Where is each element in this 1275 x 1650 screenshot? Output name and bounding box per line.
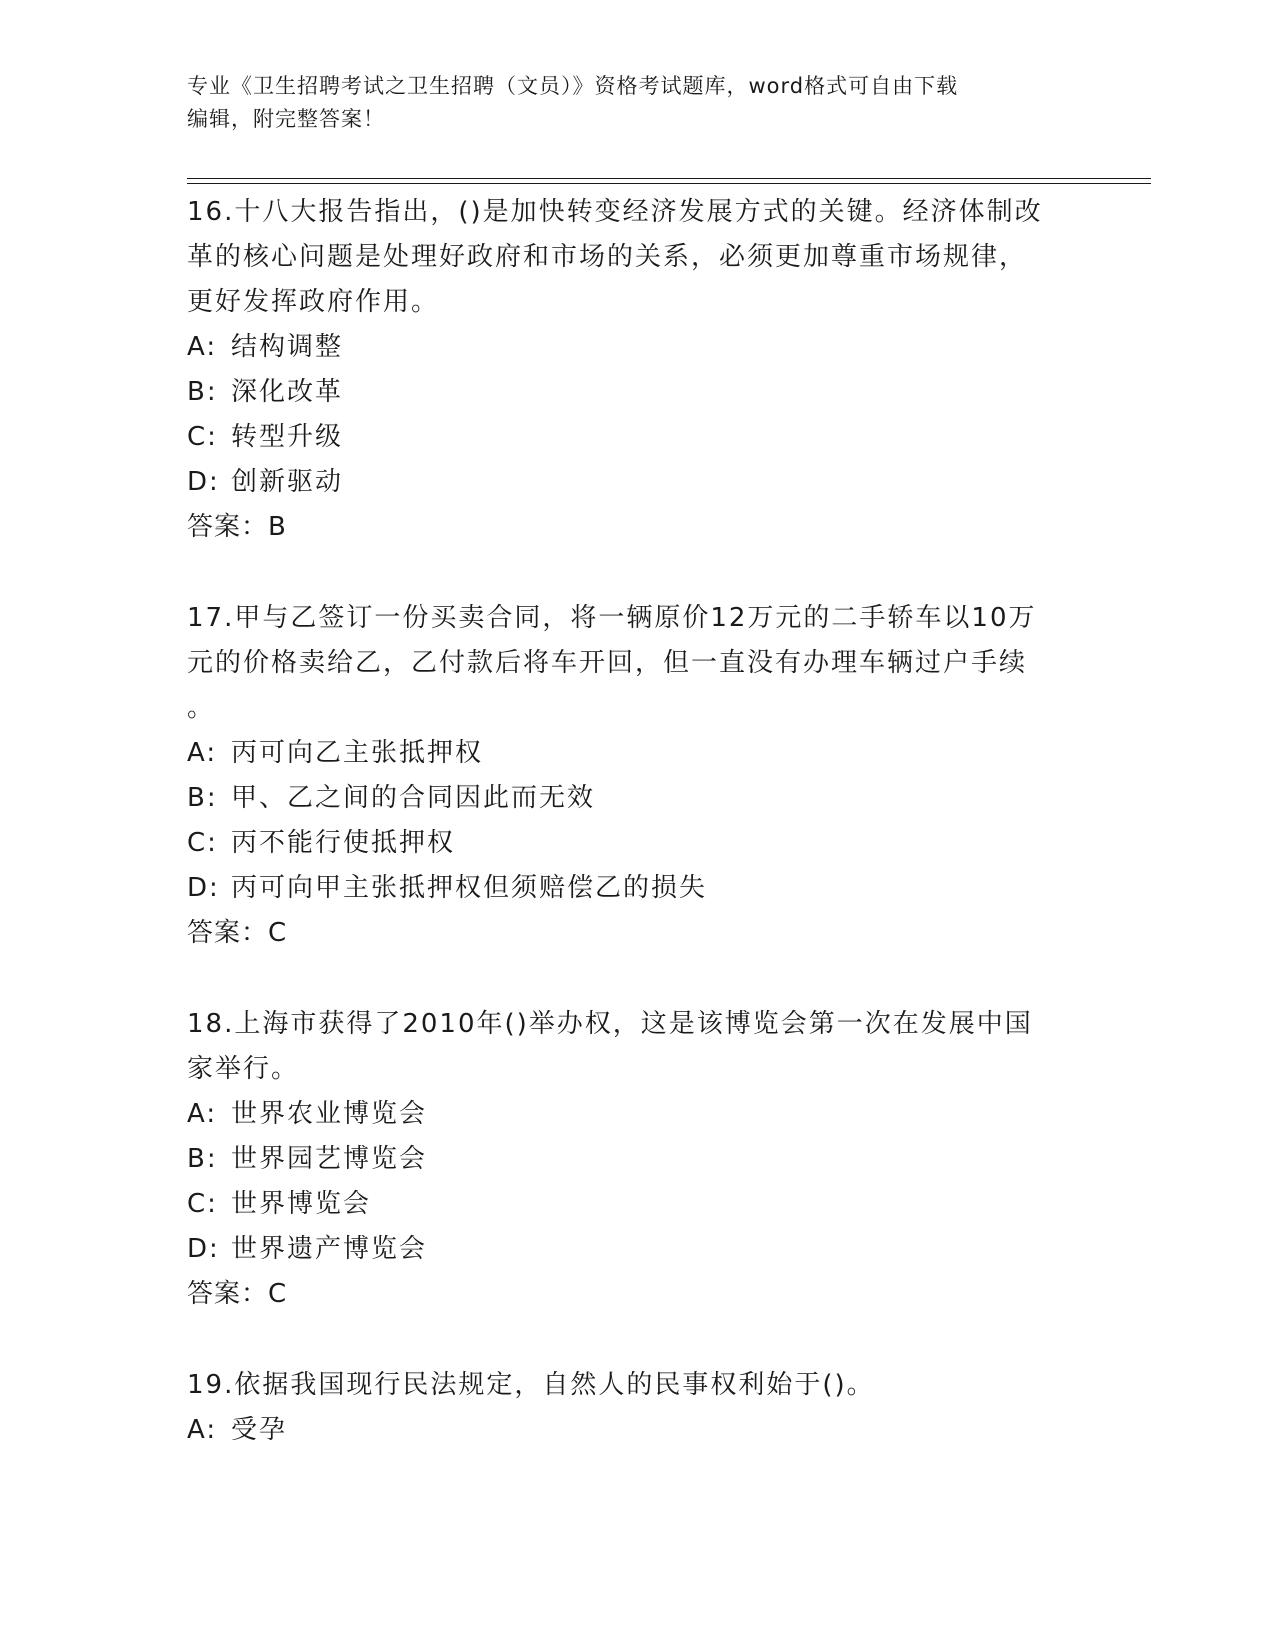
answer-option	[187, 460, 1087, 505]
question-stem-line: 17.甲与乙签订一份买卖合同，将一辆原价12万元的二手轿车以10万	[187, 603, 1037, 633]
option-letter: B:	[187, 377, 218, 407]
question-stem-line: 。	[187, 693, 216, 723]
option-letter: D:	[187, 873, 220, 903]
option-letter: A:	[187, 332, 218, 362]
option-letter: C:	[187, 828, 218, 858]
question-block	[187, 596, 1087, 956]
option-text: 世界农业博览会	[231, 1099, 428, 1129]
question-stem-line: 元的价格卖给乙，乙付款后将车开回，但一直没有办理车辆过户手续	[187, 648, 1028, 678]
document-header	[187, 70, 1087, 136]
question-stem-line: 革的核心问题是处理好政府和市场的关系，必须更加尊重市场规律，	[187, 242, 1028, 272]
option-letter: B:	[187, 1144, 218, 1174]
option-text: 甲、乙之间的合同因此而无效	[231, 783, 596, 813]
answer-option	[187, 415, 1087, 460]
option-text: 丙可向甲主张抵押权但须赔偿乙的损失	[231, 873, 708, 903]
question-list	[187, 190, 1087, 1499]
option-text: 创新驱动	[231, 467, 344, 497]
answer-option	[187, 1408, 1087, 1453]
answer-option	[187, 821, 1087, 866]
question-stem-line: 18.上海市获得了2010年()举办权，这是该博览会第一次在发展中国	[187, 1009, 1033, 1039]
question-block	[187, 1363, 1087, 1453]
answer-option	[187, 325, 1087, 370]
option-text: 丙不能行使抵押权	[231, 828, 456, 858]
option-letter: A:	[187, 1099, 218, 1129]
option-text: 世界园艺博览会	[231, 1144, 428, 1174]
option-text: 受孕	[231, 1415, 288, 1445]
answer-option	[187, 1227, 1087, 1272]
option-text: 深化改革	[231, 377, 344, 407]
option-letter: A:	[187, 738, 218, 768]
option-text: 丙可向乙主张抵押权	[231, 738, 484, 768]
header-line-2: 编辑，附完整答案！	[187, 107, 385, 131]
header-rule-bottom	[187, 183, 1151, 184]
answer-key: 答案：C	[187, 918, 288, 948]
answer-option	[187, 776, 1087, 821]
question-stem-line: 19.依据我国现行民法规定，自然人的民事权利始于()。	[187, 1370, 875, 1400]
answer-option	[187, 866, 1087, 911]
question-block	[187, 190, 1087, 550]
answer-option	[187, 1182, 1087, 1227]
option-letter: B:	[187, 783, 218, 813]
answer-key: 答案：C	[187, 1279, 288, 1309]
option-text: 转型升级	[231, 422, 344, 452]
question-stem-line: 16.十八大报告指出，()是加快转变经济发展方式的关键。经济体制改	[187, 197, 1043, 227]
option-letter: D:	[187, 467, 220, 497]
question-block	[187, 1002, 1087, 1317]
question-stem-line: 家举行。	[187, 1054, 300, 1084]
question-stem-line: 更好发挥政府作用。	[187, 287, 440, 317]
option-letter: C:	[187, 422, 218, 452]
option-text: 世界遗产博览会	[231, 1234, 428, 1264]
option-letter: C:	[187, 1189, 218, 1219]
answer-option	[187, 731, 1087, 776]
option-text: 世界博览会	[231, 1189, 372, 1219]
option-letter: D:	[187, 1234, 220, 1264]
answer-option	[187, 1092, 1087, 1137]
header-rule-top	[187, 178, 1151, 179]
header-line-1: 专业《卫生招聘考试之卫生招聘（文员）》资格考试题库，word格式可自由下载	[187, 74, 959, 98]
answer-option	[187, 370, 1087, 415]
option-letter: A:	[187, 1415, 218, 1445]
option-text: 结构调整	[231, 332, 344, 362]
answer-option	[187, 1137, 1087, 1182]
answer-key: 答案：B	[187, 512, 287, 542]
